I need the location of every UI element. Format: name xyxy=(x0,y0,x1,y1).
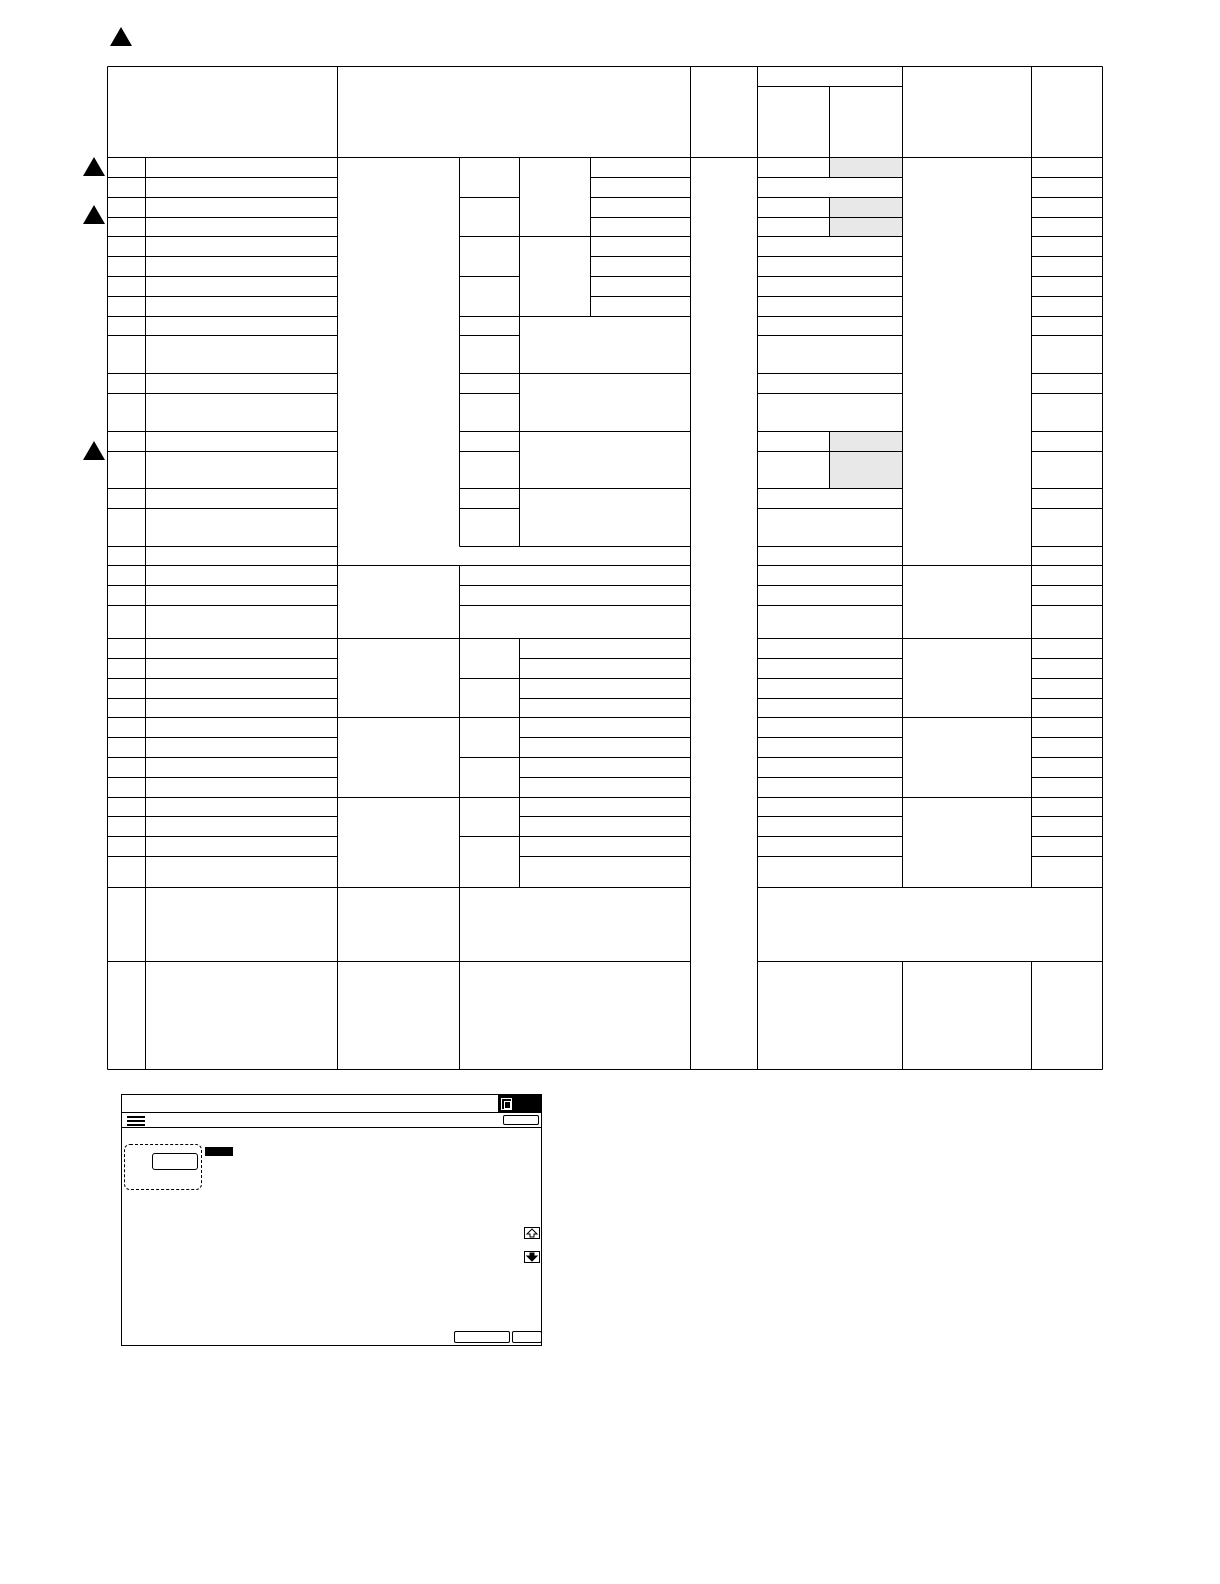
table-grid-lines xyxy=(108,67,1103,1070)
shaded-cells xyxy=(829,157,902,488)
screen-title-bar xyxy=(122,1095,541,1113)
screen-menu-bar xyxy=(122,1114,541,1128)
selected-item-tag xyxy=(205,1147,233,1156)
ok-button[interactable] xyxy=(503,1115,539,1125)
highlighted-setting-group xyxy=(124,1144,202,1190)
shaded-cell xyxy=(829,157,902,177)
arrow-up-icon[interactable] xyxy=(524,1227,540,1239)
setting-value-button[interactable] xyxy=(152,1153,198,1170)
bottom-button-close[interactable] xyxy=(512,1331,542,1343)
menu-icon[interactable] xyxy=(127,1116,145,1130)
bottom-button-execute[interactable] xyxy=(454,1331,510,1343)
setting-screen xyxy=(121,1094,542,1346)
arrow-down-icon[interactable] xyxy=(524,1251,540,1263)
shaded-cell xyxy=(829,197,902,236)
shaded-cell xyxy=(829,431,902,488)
copy-icon[interactable] xyxy=(498,1095,542,1113)
